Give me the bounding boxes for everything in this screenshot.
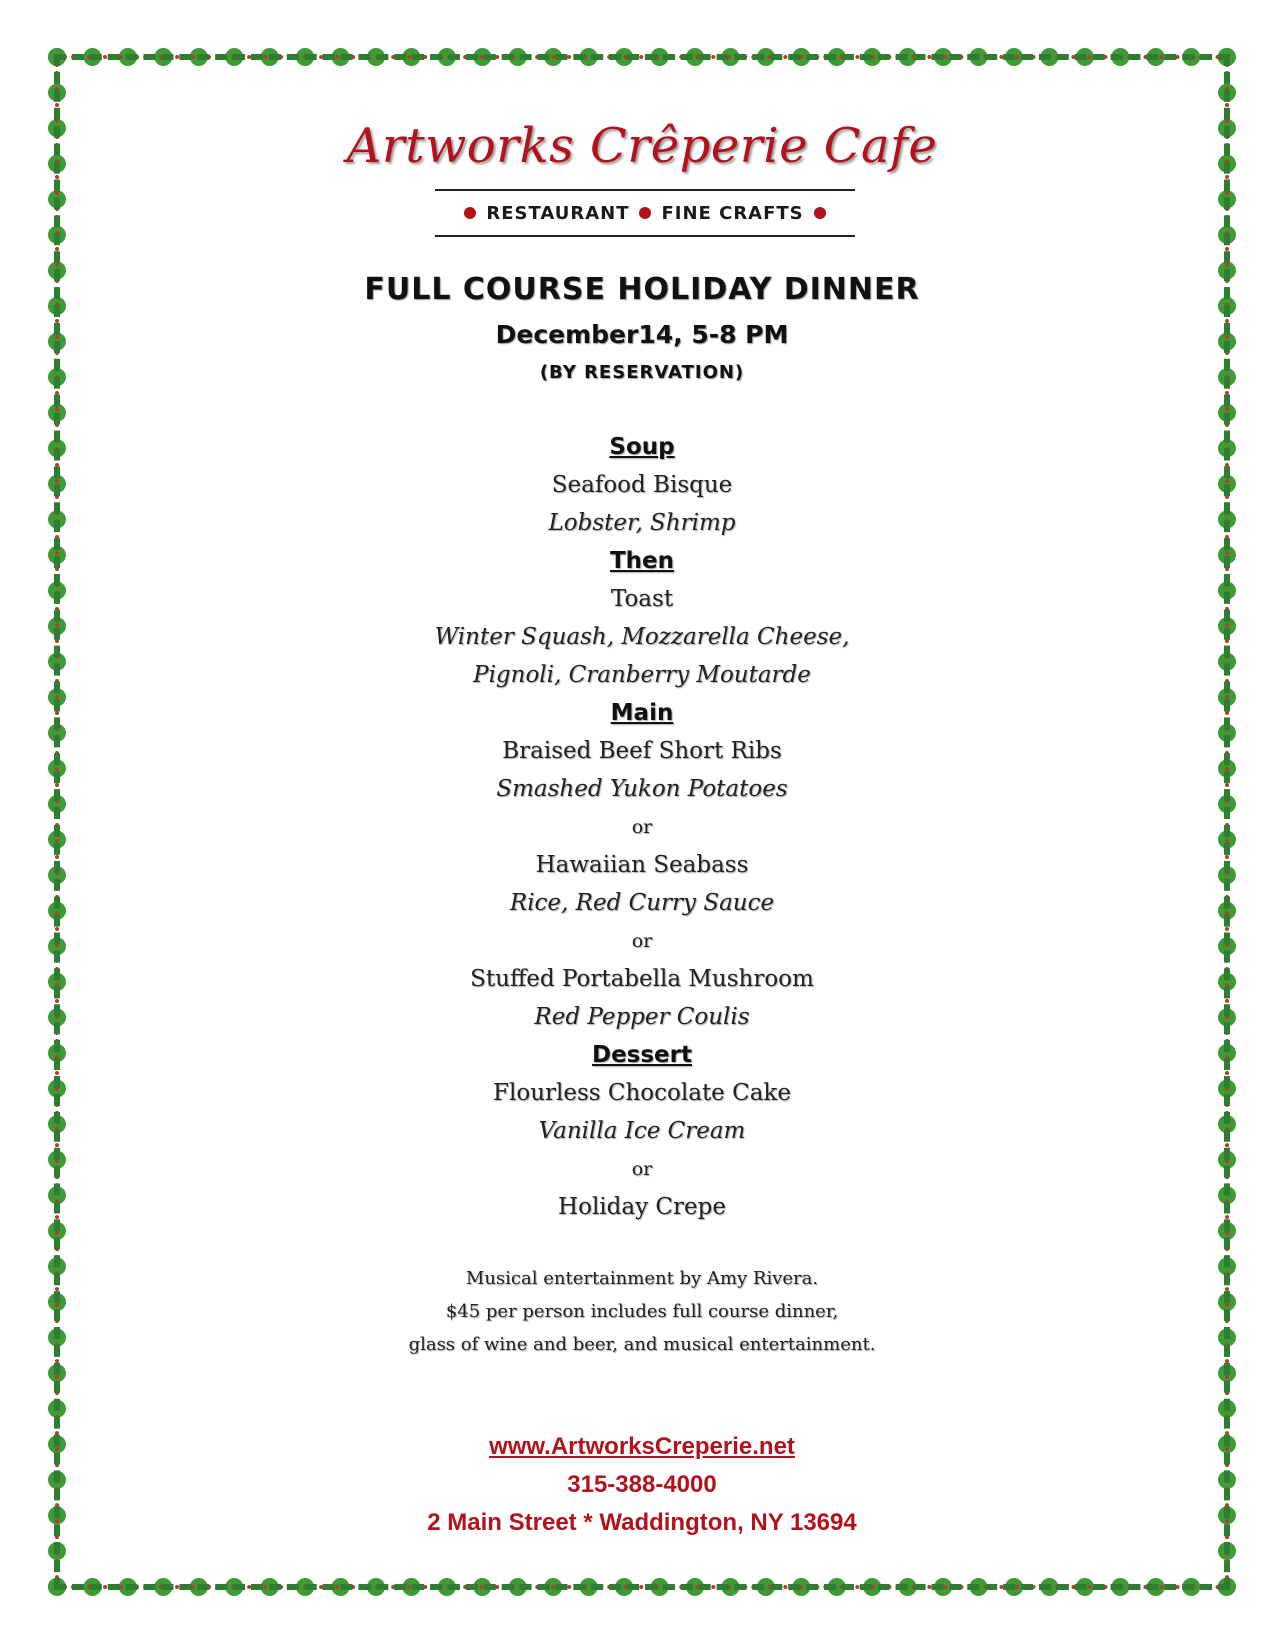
website-link[interactable]: www.ArtworksCreperie.net	[489, 1433, 795, 1460]
notes-line: $45 per person includes full course dinner,	[445, 1301, 839, 1322]
red-dot-icon	[639, 207, 651, 219]
red-dot-icon	[464, 207, 476, 219]
brand-name: Artworks Crêperie Cafe	[346, 118, 938, 174]
menu-dish-side: Red Pepper Coulis	[534, 1004, 750, 1030]
menu-dish: Braised Beef Short Ribs	[502, 738, 782, 764]
notes-line: glass of wine and beer, and musical entertainment.	[408, 1334, 876, 1355]
menu-dish: Toast	[610, 586, 674, 612]
menu-dish-side: Pignoli, Cranberry Moutarde	[473, 662, 811, 688]
red-dot-icon	[814, 207, 826, 219]
menu-dish-side: Smashed Yukon Potatoes	[496, 776, 788, 802]
menu-dish: Hawaiian Seabass	[535, 852, 749, 878]
brand-tagline	[435, 189, 855, 237]
event-notes	[0, 1262, 1284, 1361]
tagline-restaurant: RESTAURANT	[486, 202, 630, 224]
menu-dish-side: Lobster, Shrimp	[548, 510, 736, 536]
menu-dish-side: Vanilla Ice Cream	[538, 1118, 746, 1144]
section-heading-soup: Soup	[609, 434, 675, 460]
menu-or: or	[631, 816, 653, 838]
menu-dish: Holiday Crepe	[558, 1194, 726, 1220]
section-heading-main: Main	[610, 700, 674, 726]
menu-dish: Seafood Bisque	[551, 472, 733, 498]
menu-dish: Stuffed Portabella Mushroom	[470, 966, 814, 992]
street-address: 2 Main Street * Waddington, NY 13694	[427, 1509, 857, 1536]
event-title: FULL COURSE HOLIDAY DINNER	[364, 272, 920, 307]
tagline-fine-crafts: FINE CRAFTS	[661, 202, 804, 224]
menu-or: or	[631, 930, 653, 952]
event-reservation: (BY RESERVATION)	[539, 362, 745, 383]
event-date: December14, 5-8 PM	[495, 320, 789, 349]
notes-line: Musical entertainment by Amy Rivera.	[465, 1268, 819, 1289]
phone-number: 315-388-4000	[567, 1471, 717, 1498]
contact-info	[0, 1428, 1284, 1542]
menu-dish-side: Winter Squash, Mozzarella Cheese,	[434, 624, 850, 650]
menu-dish: Flourless Chocolate Cake	[493, 1080, 791, 1106]
section-heading-then: Then	[609, 548, 675, 574]
menu-or: or	[631, 1158, 653, 1180]
menu	[0, 428, 1284, 1226]
menu-dish-side: Rice, Red Curry Sauce	[509, 890, 775, 916]
section-heading-dessert: Dessert	[591, 1042, 692, 1068]
